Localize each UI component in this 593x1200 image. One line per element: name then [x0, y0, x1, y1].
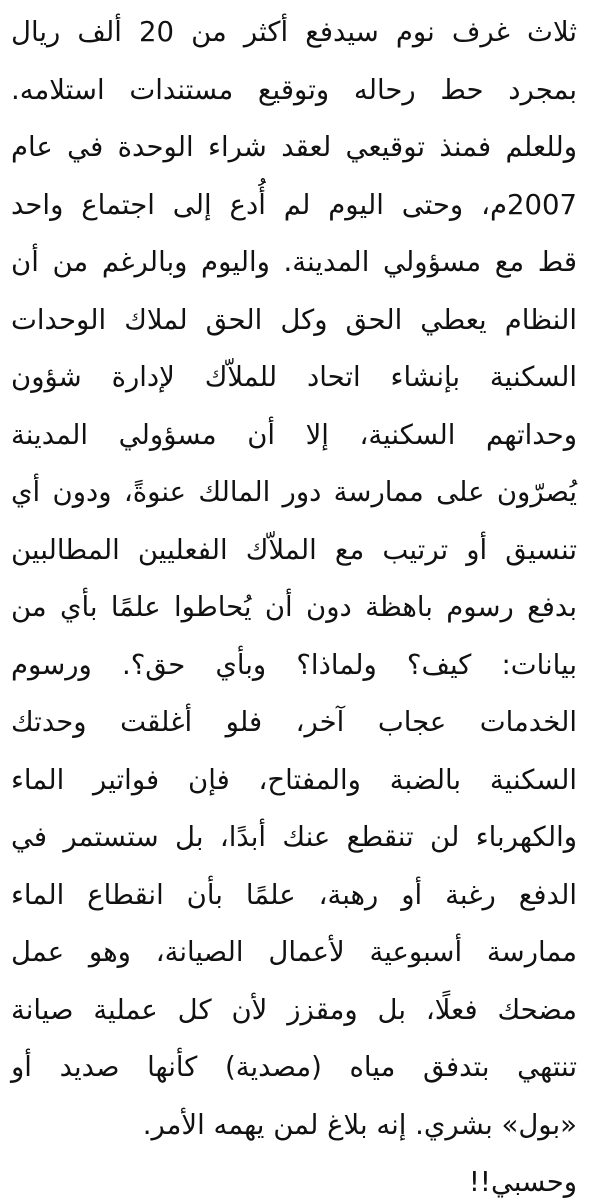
text-line: والكهرباء لن تنقطع عنك أبدًا، بل ستستمر في — [11, 821, 577, 853]
text-line: تنسيق أو ترتيب مع الملاّك الفعليين المطالبين — [11, 533, 577, 566]
text-line: مضحك فعلًا، بل ومقزز لأن كل عملية صيانة — [11, 993, 577, 1026]
text-line: قط مع مسؤولي المدينة. واليوم وبالرغم من أن — [11, 246, 577, 278]
text-line: يُصرّون على ممارسة دور المالك عنوةً، ودون أي — [11, 476, 577, 508]
text-line: السكنية بإنشاء اتحاد للملاّك لإدارة شؤون — [11, 361, 577, 393]
text-line: الدفع رغبة أو رهبة، علمًا بأن انقطاع الماء — [11, 878, 577, 911]
text-line: ثلاث غرف نوم سيدفع أكثر من 20 ألف ريال — [11, 16, 578, 48]
text-line: 2007م، وحتى اليوم لم أُدع إلى اجتماع واحد — [11, 188, 577, 221]
text-line: النظام يعطي الحق وكل الحق لملاك الوحدات — [11, 303, 577, 336]
article-text — [11, 4, 577, 1200]
text-line: وحداتهم السكنية، إلا أن مسؤولي المدينة — [11, 418, 577, 451]
text-line: وللعلم فمنذ توقيعي لعقد شراء الوحدة في عام — [11, 131, 577, 163]
text-line: ممارسة أسبوعية لأعمال الصيانة، وهو عمل — [11, 936, 577, 968]
text-line: السكنية بالضبة والمفتاح، فإن فواتير الماء — [11, 763, 577, 796]
text-line: الخدمات عجاب آخر، فلو أغلقت وحدتك — [11, 706, 577, 738]
text-line: بيانات: كيف؟ ولماذا؟ وبأي حق؟. ورسوم — [11, 648, 577, 681]
text-line: بدفع رسوم باهظة دون أن يُحاطوا علمًا بأي من — [11, 591, 577, 623]
text-line: «بول» بشري. إنه بلاغ لمن يهمه الأمر. — [142, 1108, 577, 1141]
text-line: تنتهي بتدفق مياه (مصدية) كأنها صديد أو — [11, 1051, 577, 1083]
text-line: بمجرد حط رحاله وتوقيع مستندات استلامه. — [11, 73, 577, 106]
text-line: وحسبي!! — [468, 1166, 577, 1198]
